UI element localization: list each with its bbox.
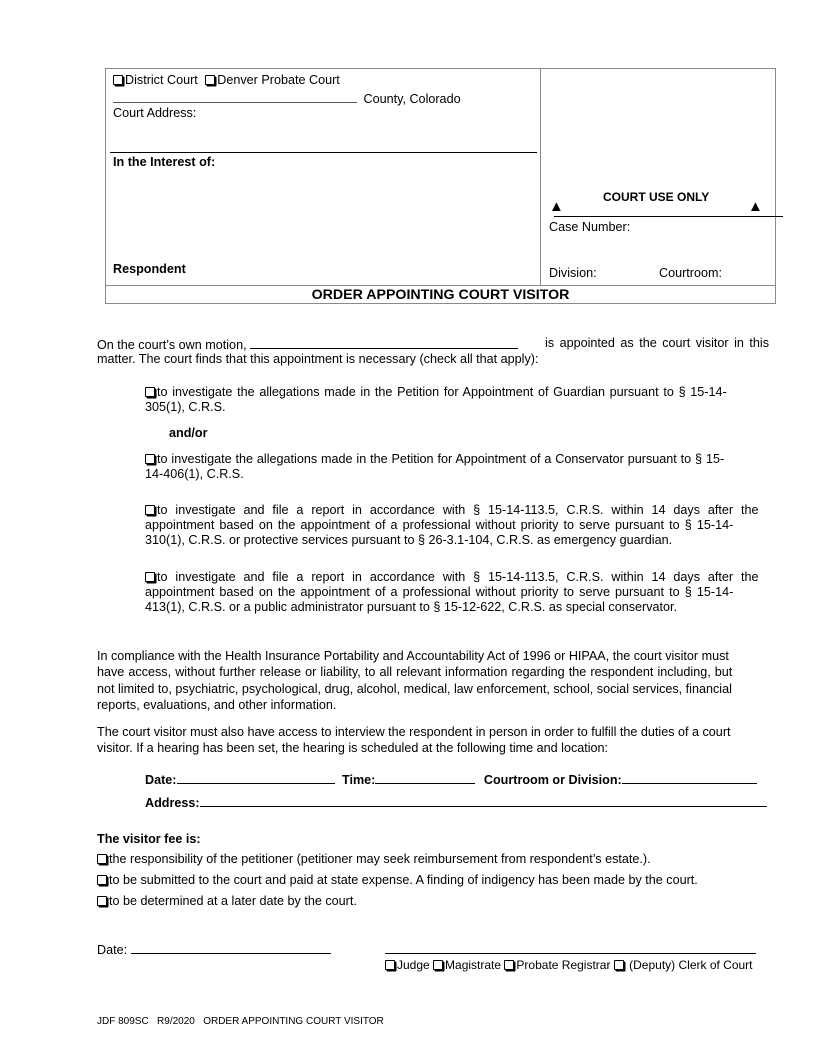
fee-option[interactable]: to be submitted to the court and paid at state expense. A finding of indigency has been made by the court. — [97, 873, 698, 887]
court-visitor-name-field[interactable] — [250, 336, 518, 349]
interest-label: In the Interest of: — [113, 155, 216, 169]
courtroom-label: Courtroom: — [659, 266, 722, 280]
form-id: JDF 809SC — [97, 1016, 149, 1027]
checkbox-icon[interactable] — [205, 75, 215, 85]
division-label: Division: — [549, 266, 597, 280]
signer-role-selector — [385, 958, 753, 972]
court-option-denver-probate[interactable]: Denver Probate Court — [205, 73, 340, 87]
hearing-address-field[interactable] — [200, 794, 767, 807]
court-use-rule — [554, 216, 783, 217]
and-or-label: and/or — [169, 426, 208, 440]
county-field[interactable] — [113, 90, 357, 103]
caption-divider — [540, 68, 541, 286]
checkbox-icon[interactable] — [504, 960, 514, 970]
checkbox-icon[interactable] — [113, 75, 123, 85]
form-footer-title: ORDER APPOINTING COURT VISITOR — [203, 1016, 384, 1027]
caption-left-rule — [110, 152, 537, 153]
role-option-deputy-clerk[interactable]: (Deputy) Clerk of Court — [614, 958, 753, 972]
form-footer — [97, 1016, 384, 1027]
finding-item: to investigate and file a report in accordance with § 15-14-113.5, C.R.S. within 14 days after the appointment based on the appointment of a professional without priority to serve pursuant to § 15-14- 413(1), C.R.S. or a public administrator pursuant to § 15-12-622, C.R.S. as special conservator. — [145, 570, 759, 614]
role-option-judge[interactable]: Judge — [385, 958, 430, 972]
signature-date-row: Date: — [97, 941, 331, 957]
checkbox-icon[interactable] — [97, 854, 107, 864]
checkbox-icon[interactable] — [385, 960, 395, 970]
court-type-selector — [113, 73, 340, 87]
signature-line[interactable] — [385, 953, 756, 954]
hipaa-paragraph: In compliance with the Health Insurance Portability and Accountability Act of 1996 or HIPAA, the court visitor must have access, without further release or liability, to all relevant information regarding the respondent including, but not limited to, psychiatric, psychological, drug, alcohol, medical, law enforcement, school, social services, financial reports, evaluations, and other information. — [97, 649, 733, 713]
checkbox-icon[interactable] — [97, 896, 107, 906]
intro-line-2: matter. The court finds that this appointment is necessary (check all that apply): — [97, 352, 539, 366]
interview-paragraph: The court visitor must also have access to interview the respondent in person in order to fulfill the duties of a court visitor. If a hearing has been set, the hearing is scheduled at the following time and location: — [97, 725, 731, 756]
checkbox-icon[interactable] — [433, 960, 443, 970]
finding-item: to investigate and file a report in accordance with § 15-14-113.5, C.R.S. within 14 days after the appointment based on the appointment of a professional without priority to serve pursuant to § 15-14- 310(1), C.R.S. or protective services pursuant to § 26-3.1-104, C.R.S. as emergency guardian. — [145, 503, 759, 547]
finding-item: to investigate the allegations made in the Petition for Appointment of a Conservator pursuant to § 15- 14-406(1), C.R.S. — [145, 452, 725, 481]
role-option-probate-registrar[interactable]: Probate Registrar — [504, 958, 610, 972]
checkbox-icon[interactable] — [145, 387, 155, 397]
triangle-left-icon: ▲ — [549, 198, 564, 215]
court-use-only-label: COURT USE ONLY — [603, 190, 710, 204]
county-suffix: County, Colorado — [363, 92, 461, 106]
role-option-magistrate[interactable]: Magistrate — [433, 958, 501, 972]
fee-option[interactable]: the responsibility of the petitioner (petitioner may seek reimbursement from respondent’s estate.). — [97, 852, 651, 866]
hearing-row-1: Date: Time: Courtroom or Division: — [145, 771, 757, 787]
hearing-row-2: Address: — [145, 794, 767, 810]
form-revision: R9/2020 — [157, 1016, 195, 1027]
hearing-time-field[interactable] — [375, 771, 475, 784]
intro-line-1: On the court’s own motion, is appointed as the court visitor in this — [97, 336, 769, 352]
county-row — [113, 90, 461, 106]
court-address-label: Court Address: — [113, 106, 197, 120]
signature-date-field[interactable] — [131, 941, 331, 954]
checkbox-icon[interactable] — [145, 572, 155, 582]
finding-item: to investigate the allegations made in the Petition for Appointment of Guardian pursuant to § 15-14- 305(1), C.R.S. — [145, 385, 727, 414]
fee-heading: The visitor fee is: — [97, 832, 201, 846]
caption-title-rule — [105, 285, 776, 286]
fee-option[interactable]: to be determined at a later date by the court. — [97, 894, 357, 908]
hearing-date-field[interactable] — [177, 771, 335, 784]
hearing-courtroom-field[interactable] — [622, 771, 757, 784]
court-option-district[interactable]: District Court — [113, 73, 198, 87]
checkbox-icon[interactable] — [145, 454, 155, 464]
respondent-label: Respondent — [113, 262, 186, 276]
triangle-right-icon: ▲ — [748, 198, 763, 215]
checkbox-icon[interactable] — [97, 875, 107, 885]
checkbox-icon[interactable] — [614, 960, 624, 970]
case-number-label: Case Number: — [549, 220, 631, 234]
checkbox-icon[interactable] — [145, 505, 155, 515]
page-title: ORDER APPOINTING COURT VISITOR — [311, 287, 570, 303]
